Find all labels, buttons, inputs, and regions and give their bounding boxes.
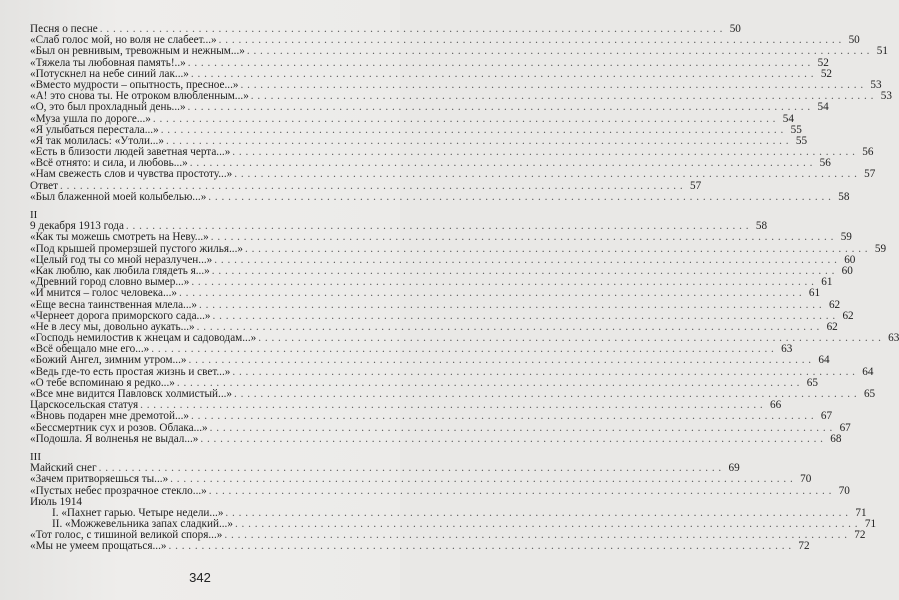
entry-page-number: 53: [880, 90, 892, 103]
entry-page-number: 62: [842, 309, 854, 322]
entry-title: «И мнится – голос человека...»: [30, 287, 177, 300]
entry-page-number: 58: [838, 190, 850, 203]
entry-title: «Не в лесу мы, довольно аукать...»: [30, 320, 195, 333]
entry-page-number: 66: [770, 399, 782, 412]
entry-title: «Есть в близости людей заветная черта...»: [30, 146, 231, 159]
leader-dots: [186, 355, 813, 366]
entry-title: «Был он ревнивым, тревожным и нежным...»: [30, 45, 245, 58]
entry-page-number: 65: [863, 388, 876, 400]
entry-title: «Нам свежесть слов и чувства простоту...»: [30, 168, 233, 181]
entry-title: «Как ты можешь смотреть на Неву...»: [30, 231, 209, 244]
entry-page-number: 59: [840, 231, 852, 244]
entry-page-number: 55: [790, 123, 802, 136]
page-number: 342: [189, 570, 211, 585]
entry-title: «О, это был прохладный день...»: [30, 101, 186, 114]
entry-title: «Всё обещало мне его...»: [30, 343, 150, 356]
entry-page-number: 52: [820, 67, 832, 80]
entry-title: «Зачем притворяешься ты...»: [30, 473, 169, 486]
entry-title: «Потускнел на небе синий лак...»: [30, 67, 189, 80]
entry-page-number: 62: [828, 298, 841, 311]
entry-title: «Муза ушла по дороге...»: [30, 112, 151, 125]
entry-title: «Пустых небес прозрачное стекло...»: [30, 484, 207, 497]
entry-page-number: 63: [781, 343, 793, 356]
entry-title: «Был блаженной моей колыбелью...»: [30, 190, 207, 203]
toc-entry: [30, 168, 876, 181]
entry-title: «Бессмертник сух и розов. Облака...»: [30, 421, 208, 434]
leader-dots: [168, 474, 795, 485]
entry-page-number: 61: [808, 287, 821, 300]
section-numeral: II: [30, 209, 38, 221]
toc-entry: [30, 112, 794, 125]
toc-entry: [30, 354, 830, 367]
entry-title: Майский снег: [30, 462, 97, 475]
entry-title: «Мы не умеем прощаться...»: [30, 540, 167, 553]
toc-entry: [30, 432, 842, 445]
entry-title: «Ведь где-то есть простая жизнь и свет...»: [30, 365, 231, 378]
entry-page-number: 69: [728, 462, 740, 475]
entry-page-number: 52: [817, 56, 829, 69]
entry-page-number: 67: [839, 421, 851, 434]
entry-title: «Я улыбаться перестала...»: [30, 123, 159, 136]
entry-page-number: 60: [841, 264, 853, 277]
leader-dots: [198, 434, 825, 445]
entry-page-number: 55: [795, 134, 808, 147]
leader-dots: [245, 46, 872, 57]
entry-page-number: 70: [800, 473, 812, 486]
entry-page-number: 57: [864, 168, 876, 181]
entry-title: «О тебе вспоминаю я редко...»: [30, 376, 175, 389]
entry-page-number: 58: [755, 220, 768, 233]
entry-title: «Я так молилась: «Утоли...»: [30, 134, 164, 147]
entry-title: «Древний город словно вымер...»: [30, 276, 190, 289]
toc-entry: [30, 231, 852, 244]
entry-title: «Подошла. Я волненья не выдал...»: [30, 432, 199, 445]
entry-title: «Целый год ты со мной неразлучен...»: [30, 253, 213, 266]
leader-dots: [167, 541, 794, 552]
entry-page-number: 56: [819, 157, 831, 170]
entry-page-number: 64: [818, 354, 830, 367]
entry-title: II. «Можжевельника запах сладкий...»: [52, 518, 233, 531]
toc-entry: [30, 484, 850, 497]
toc-section: [30, 23, 892, 203]
entry-title: «Вновь подарен мне дремотой...»: [30, 410, 189, 423]
leader-dots: [232, 169, 859, 180]
entry-page-number: 51: [876, 45, 888, 58]
leader-dots: [186, 102, 813, 113]
toc-entry: [30, 473, 812, 486]
entry-title: «Все мне видится Павловск холмистый...»: [30, 388, 233, 400]
entry-title: «Еще весна таинственная млела...»: [30, 298, 198, 311]
entry-page-number: 60: [844, 253, 856, 266]
entry-title: «Слаб голос мой, но воля не слабеет...»: [30, 34, 217, 47]
entry-page-number: 63: [888, 332, 899, 345]
entry-title: «Тяжела ты любовная память!..»: [30, 56, 186, 69]
entry-page-number: 57: [689, 179, 702, 192]
entry-title: «Вместо мудрости – опытность, пресное...»: [30, 78, 239, 91]
entry-page-number: 61: [821, 276, 833, 289]
entry-page-number: 54: [817, 101, 829, 114]
toc-entry: [30, 410, 833, 423]
entry-page-number: 68: [830, 432, 842, 445]
leader-dots: [207, 486, 834, 497]
entry-page-number: 62: [826, 320, 838, 333]
leader-dots: [209, 232, 836, 243]
toc-entry: [30, 540, 810, 553]
entry-title: «Всё отнято: и сила, и любовь...»: [30, 157, 188, 170]
toc-entry: [30, 287, 821, 300]
toc-entry: [30, 45, 888, 58]
entry-page-number: 71: [864, 518, 877, 531]
entry-title: «Под крышей промерзшей пустого жилья...»: [30, 242, 243, 255]
entry-title: «Тот голос, с тишиной великой споря...»: [30, 529, 223, 542]
entry-page-number: 53: [870, 78, 882, 91]
toc-section: [30, 209, 899, 445]
entry-title: Ответ: [30, 179, 59, 192]
entry-page-number: 50: [729, 23, 741, 35]
entry-title: «Господь немилостив к жнецам и садоводам...»: [30, 332, 257, 345]
entry-title: 9 декабря 1913 года: [30, 220, 124, 233]
entry-page-number: 70: [838, 484, 850, 497]
toc-entry: [30, 298, 841, 311]
entry-title: «Чернеет дорога приморского сада...»: [30, 309, 211, 322]
leader-dots: [189, 411, 816, 422]
entry-page-number: 71: [855, 506, 867, 519]
section-numeral: III: [30, 450, 41, 463]
table-of-contents: [30, 23, 899, 553]
entry-page-number: 54: [782, 112, 794, 125]
toc-entry: [30, 190, 850, 203]
entry-title: «А! это снова ты. Не отроком влюбленным...»: [30, 90, 249, 103]
entry-page-number: 65: [806, 376, 818, 389]
entry-title: Царскосельская статуя: [30, 399, 139, 412]
entry-title: I. «Пахнет гарью. Четыре недели...»: [52, 506, 224, 519]
entry-title: Июль 1914: [30, 495, 83, 508]
entry-page-number: 67: [820, 410, 833, 423]
entry-page-number: 72: [854, 529, 866, 542]
entry-page-number: 59: [874, 242, 887, 255]
entry-page-number: 50: [848, 34, 860, 47]
entry-title: «Божий Ангел, зимним утром...»: [30, 354, 187, 367]
entry-page-number: 56: [862, 146, 874, 159]
toc-section: [30, 450, 877, 553]
entry-title: «Как люблю, как любила глядеть я...»: [30, 264, 210, 277]
toc-entry: [30, 101, 829, 114]
leader-dots: [206, 192, 833, 203]
entry-page-number: 72: [798, 540, 810, 553]
leader-dots: [177, 288, 804, 299]
entry-title: Песня о песне: [30, 23, 98, 35]
entry-page-number: 64: [862, 365, 874, 378]
